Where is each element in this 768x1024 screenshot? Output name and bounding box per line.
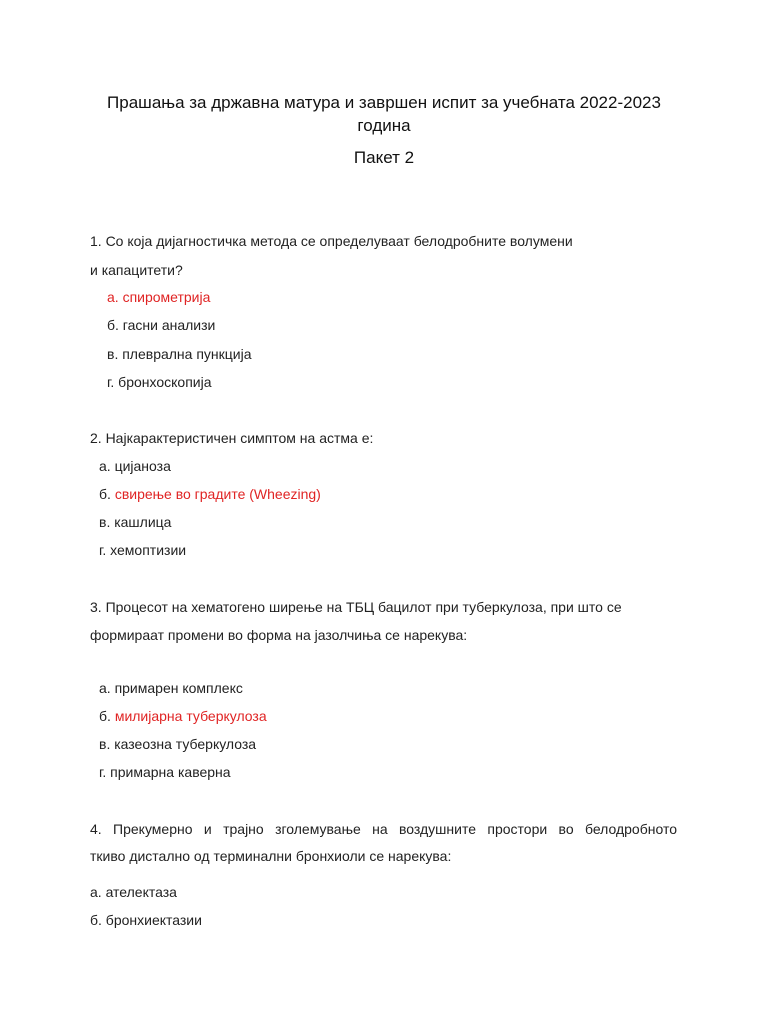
question-4-option-a: а. ателектаза (90, 884, 177, 900)
question-3-option-c: в. казеозна туберкулоза (99, 736, 257, 752)
question-3-stem-line2: формираат промени во форма на јазолчиња се нарекува: (90, 627, 468, 643)
question-1-option-c: в. плеврална пункција (107, 346, 252, 362)
question-2-stem: 2. Најкарактеристичен симптом на астма е: (90, 430, 374, 446)
question-1-stem-line2: и капацитети? (90, 262, 183, 278)
question-1-option-a-correct: а. спирометрија (107, 289, 211, 305)
question-1-option-b: б. гасни анализи (107, 317, 216, 333)
package-label: Пакет 2 (353, 148, 415, 167)
question-2-option-c: в. кашлица (99, 514, 172, 530)
question-2-option-b (99, 486, 321, 502)
question-3-option-b-letter: б. (99, 708, 115, 724)
question-4-option-b: б. бронхиектазии (90, 912, 202, 928)
question-4-stem-line1: 4. Прекумерно и трајно зголемување на воздушните простори во белодробното (90, 821, 677, 837)
question-3-option-a: а. примарен комплекс (99, 680, 243, 696)
question-3-option-d: г. примарна каверна (99, 764, 231, 780)
question-2-option-d: г. хемоптизии (99, 542, 187, 558)
question-3-option-b (99, 708, 267, 724)
document-title: Прашања за државна матура и завршен испит за учебната 2022-2023 година (107, 93, 661, 135)
question-4-stem-line2: ткиво дистално од терминални бронхиоли се нарекува: (90, 848, 452, 864)
question-3-stem-line1: 3. Процесот на хематогено ширење на ТБЦ бацилот при туберкулоза, при што се (90, 599, 622, 615)
question-2-option-b-letter: б. (99, 486, 115, 502)
question-2-option-b-correct-text: свирење во градите (Wheezing) (114, 486, 321, 502)
question-3-option-b-correct-text: милијарна туберкулоза (114, 708, 267, 724)
question-1-option-d: г. бронхоскопија (107, 374, 212, 390)
question-1-stem-line1: 1. Со која дијагностичка метода се определуваат белодробните волумени (90, 233, 573, 249)
question-2-option-a: а. цијаноза (99, 458, 171, 474)
